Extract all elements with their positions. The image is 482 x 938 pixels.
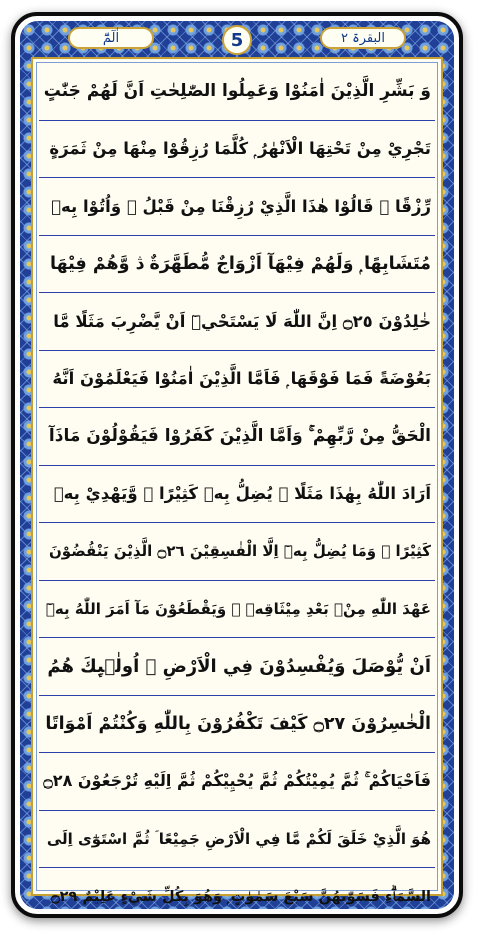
mushaf-page xyxy=(20,21,454,909)
text-panel xyxy=(31,57,443,905)
juz-label: اٰلٓمّٓ xyxy=(68,27,154,49)
verse-line-7: الْحَقُّ مِنْ رَّبِّهِمْ ۚ وَاَمَّا الَّذِيْنَ كَفَرُوْا فَيَقُوْلُوْنَ مَاذَآ xyxy=(39,408,435,466)
surah-label: البقرۃ ۲ xyxy=(320,27,406,49)
verse-line-11: اَنْ يُّوْصَلَ وَيُفْسِدُوْنَ فِي الْاَرْضِ ۭ اُولٰۗىِٕكَ ھُمُ xyxy=(39,638,435,696)
verse-line-4: مُتَشَابِهًا ۭ وَلَهُمْ فِيْهَآ اَزْوَاجٌ مُّطَهَّرَةٌ ڎ وَّهُمْ فِيْهَا xyxy=(39,236,435,294)
verse-line-2: تَجْرِيْ مِنْ تَحْتِهَا الْاَنْهٰرُ ۭ كُلَّمَا رُزِقُوْا مِنْهَا مِنْ ثَمَرَةٍ xyxy=(39,121,435,179)
verse-line-6: بَعُوْضَةً فَمَا فَوْقَهَا ۭ فَاَمَّا الَّذِيْنَ اٰمَنُوْا فَيَعْلَمُوْنَ اَنَّهُ xyxy=(39,351,435,409)
verse-line-14: ھُوَ الَّذِيْ خَلَقَ لَكُمْ مَّا فِي الْاَرْضِ جَمِيْعًا ۤ ثُمَّ اسْتَوٰٓى اِلَى xyxy=(39,811,435,869)
verse-line-5: خٰلِدُوْنَ ۝٢٥ اِنَّ اللّٰهَ لَا يَسْتَحْيٖٓ اَنْ يَّضْرِبَ مَثَلًا مَّا xyxy=(39,293,435,351)
verse-line-9: كَثِيْرًا ۭ وَمَا يُضِلُّ بِهٖٓ اِلَّا الْفٰسِقِيْنَ ۝٢٦ الَّذِيْنَ يَنْقُضُوْنَ xyxy=(39,523,435,581)
verse-line-13: فَاَحْيَاكُمْ ۚ ثُمَّ يُمِيْتُكُمْ ثُمَّ يُحْيِيْكُمْ ثُمَّ اِلَيْهِ تُرْجَعُوْنَ ۝٢٨ xyxy=(39,753,435,811)
page-header xyxy=(20,21,454,61)
page-number: 5 xyxy=(222,25,252,55)
verse-line-3: رِّزْقًا ۙ قَالُوْا هٰذَا الَّذِيْ رُزِقْنَا مِنْ قَبْلُ ۙ وَاُتُوْا بِهٖ xyxy=(39,178,435,236)
verse-line-8: اَرَادَ اللّٰهُ بِهٰذَا مَثَلًا ۘ يُضِلُّ بِهٖ كَثِيْرًا ۙ وَّيَهْدِيْ بِهٖ xyxy=(39,466,435,524)
phone-frame xyxy=(11,12,463,918)
verse-line-12: الْخٰسِرُوْنَ ۝٢٧ كَيْفَ تَكْفُرُوْنَ بِاللّٰهِ وَكُنْتُمْ اَمْوَاتًا xyxy=(39,696,435,754)
verse-line-15: السَّمَاۗءِ فَسَوّٰىھُنَّ سَبْعَ سَمٰوٰتٍ ۭ وَھُوَ بِكُلِّ شَيْءٍ عَلِيْمٌ ۝٢٩ xyxy=(51,888,431,905)
verse-line-10: عَهْدَ اللّٰهِ مِنْۢ بَعْدِ مِيْثَاقِهٖ ۠ وَيَقْطَعُوْنَ مَآ اَمَرَ اللّٰهُ بِهٖٓ xyxy=(39,581,435,639)
verse-lines xyxy=(39,63,435,905)
verse-line-1: وَ بَشِّرِ الَّذِيْنَ اٰمَنُوْا وَعَمِلُوا الصّٰلِحٰتِ اَنَّ لَهُمْ جَنّٰتٍ xyxy=(39,63,435,121)
